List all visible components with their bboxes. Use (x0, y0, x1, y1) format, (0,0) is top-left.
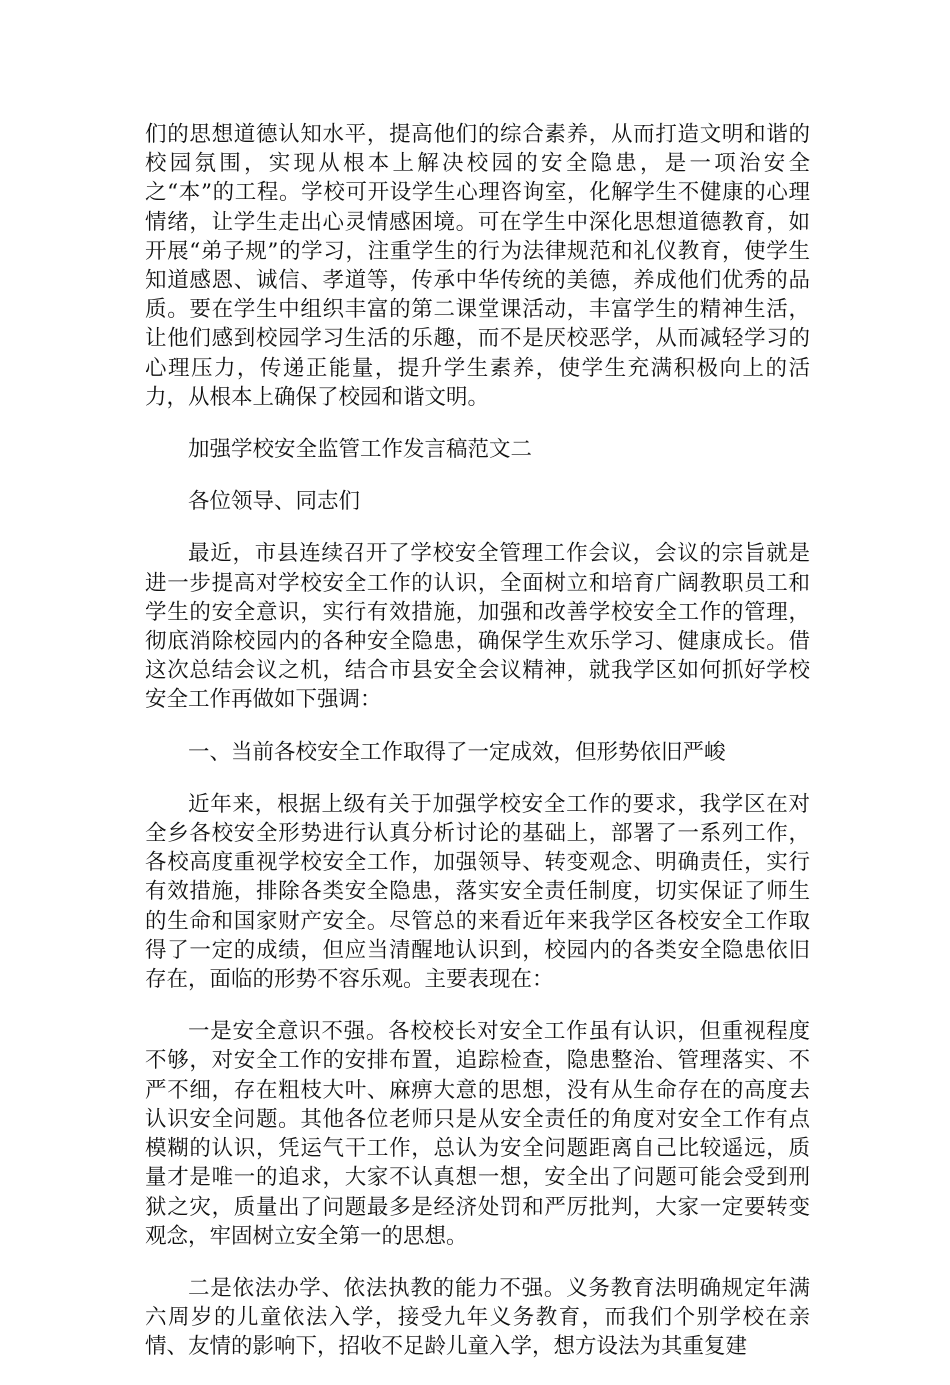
paragraph-point-one: 一是安全意识不强。各校校长对安全工作虽有认识，但重视程度不够，对安全工作的安排布置，追踪检查，隐患整治、管理落实、不严不细，存在粗枝大叶、麻痹大意的思想，没有从生命存在的高度去认识安全问题。其他各位老师只是从安全责任的角度对安全工作有点模糊的认识，凭运气干工作，总认为安全问题距离自己比较遥远，质量才是唯一的追求，大家不认真想一想，安全出了问题可能会受到刑狱之灾，质量出了问题最多是经济处罚和严厉批判，大家一定要转变观念，牢固树立安全第一的思想。 (145, 1019, 810, 1249)
paragraph-intro: 最近，市县连续召开了学校安全管理工作会议，会议的宗旨就是进一步提高对学校安全工作的认识，全面树立和培育广阔教职员工和学生的安全意识，实行有效措施，加强和改善学校安全工作的管理，彻底消除校园内的各种安全隐患，确保学生欢乐学习、健康成长。借这次总结会议之机，结合市县安全会议精神，就我学区如何抓好学校安全工作再做如下强调： (145, 541, 810, 713)
paragraph-point-two: 二是依法办学、依法执教的能力不强。义务教育法明确规定年满六周岁的儿童依法入学，接受九年义务教育，而我们个别学校在亲情、友情的影响下，招收不足龄儿童入学，想方设法为其重复建 (145, 1275, 810, 1360)
section-title: 加强学校安全监管工作发言稿范文二 (188, 437, 533, 463)
paragraph-recent-years: 近年来，根据上级有关于加强学校安全工作的要求，我学区在对全乡各校安全形势进行认真分析讨论的基础上，部署了一系列工作，各校高度重视学校安全工作，加强领导、转变观念、明确责任，实行有效措施，排除各类安全隐患，落实安全责任制度，切实保证了师生的生命和国家财产安全。尽管总的来看近年来我学区各校安全工作取得了一定的成绩，但应当清醒地认识到，校园内的各类安全隐患依旧存在，面临的形势不容乐观。主要表现在： (145, 791, 810, 993)
paragraph-continuation: 们的思想道德认知水平，提高他们的综合素养，从而打造文明和谐的校园氛围，实现从根本上解决校园的安全隐患，是一项治安全之“本”的工程。学校可开设学生心理咨询室，化解学生不健康的心理情绪，让学生走出心灵情感困境。可在学生中深化思想道德教育，如开展“弟子规”的学习，注重学生的行为法律规范和礼仪教育，使学生知道感恩、诚信、孝道等，传承中华传统的美德，养成他们优秀的品质。要在学生中组织丰富的第二课堂课活动，丰富学生的精神生活，让他们感到校园学习生活的乐趣，而不是厌校恶学，从而减轻学习的心理压力，传递正能量，提升学生素养，使学生充满积极向上的活力，从根本上确保了校园和谐文明。 (145, 122, 810, 410)
section-heading-one: 一、当前各校安全工作取得了一定成效，但形势依旧严峻 (188, 739, 726, 765)
salutation: 各位领导、同志们 (188, 489, 361, 515)
document-body (145, 120, 810, 1385)
